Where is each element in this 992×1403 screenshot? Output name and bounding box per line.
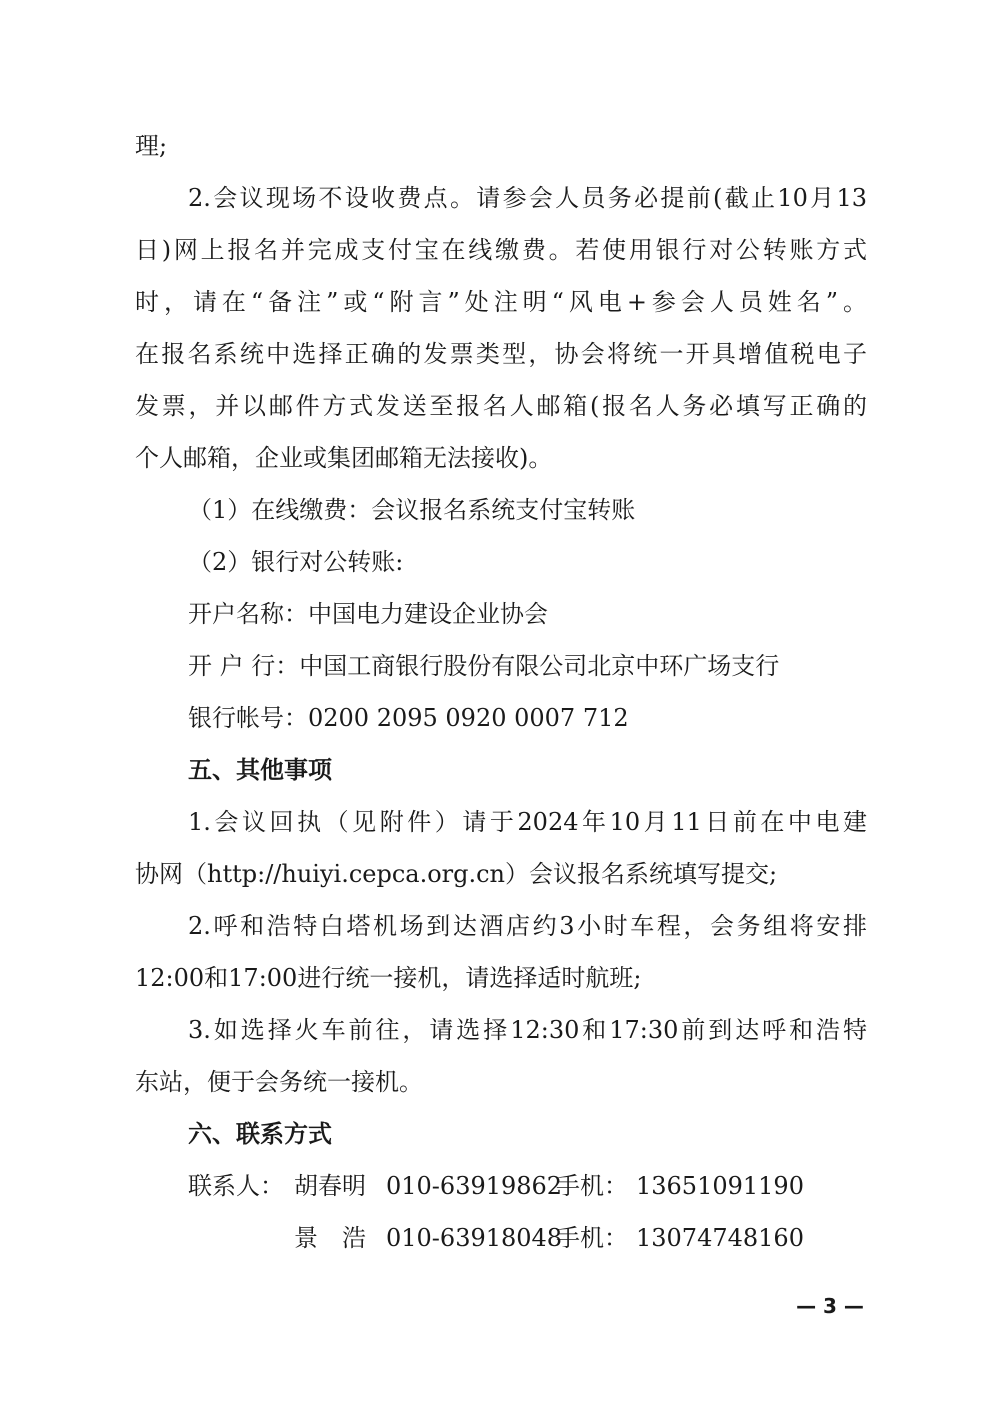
contact-mobile: 13074748160	[636, 1224, 804, 1252]
contact-mobile-label: 手机：	[556, 1172, 628, 1200]
page-number: — 3 —	[796, 1294, 864, 1318]
paragraph-line: 3.如选择火车前往，请选择12:30和17:30前到达呼和浩特	[188, 1016, 867, 1044]
contact-mobile-label: 手机：	[556, 1224, 628, 1252]
paragraph-line: 2.呼和浩特白塔机场到达酒店约3小时车程，会务组将安排	[188, 912, 867, 940]
contact-name: 景 浩	[294, 1224, 366, 1252]
section-title-contact: 六、联系方式	[188, 1120, 332, 1148]
contact-phone: 010-63919862	[386, 1172, 563, 1200]
paragraph-line: 日)网上报名并完成支付宝在线缴费。若使用银行对公转账方式	[135, 236, 867, 264]
bank-name: 开 户 行：中国工商银行股份有限公司北京中环广场支行	[188, 652, 780, 680]
paragraph-line: 协网（http://huiyi.cepca.org.cn）会议报名系统填写提交;	[135, 860, 778, 888]
account-name: 开户名称：中国电力建设企业协会	[188, 600, 548, 628]
paragraph-line: 个人邮箱，企业或集团邮箱无法接收)。	[135, 444, 553, 472]
paragraph-line: 2.会议现场不设收费点。请参会人员务必提前(截止10月13	[188, 184, 867, 212]
paragraph-line: 1.会议回执（见附件）请于2024年10月11日前在中电建	[188, 808, 867, 836]
section-title-other-matters: 五、其他事项	[188, 756, 332, 784]
paragraph-line: 时，请在“备注”或“附言”处注明“风电+参会人员姓名”。	[135, 288, 867, 316]
paragraph-line: 12:00和17:00进行统一接机，请选择适时航班;	[135, 964, 642, 992]
contact-phone: 010-63918048	[386, 1224, 563, 1252]
paragraph-line: 发票，并以邮件方式发送至报名人邮箱(报名人务必填写正确的	[135, 392, 867, 420]
contact-label: 联系人：	[188, 1172, 284, 1200]
bank-account-number: 银行帐号：0200 2095 0920 0007 712	[188, 704, 629, 732]
payment-method-bank: （2）银行对公转账:	[188, 548, 404, 576]
contact-name: 胡春明	[294, 1172, 366, 1200]
paragraph-line: 东站，便于会务统一接机。	[135, 1068, 423, 1096]
paragraph-line: 在报名系统中选择正确的发票类型，协会将统一开具增值税电子	[135, 340, 867, 368]
contact-mobile: 13651091190	[636, 1172, 804, 1200]
payment-method-online: （1）在线缴费：会议报名系统支付宝转账	[188, 496, 636, 524]
paragraph-line: 理;	[135, 132, 168, 160]
